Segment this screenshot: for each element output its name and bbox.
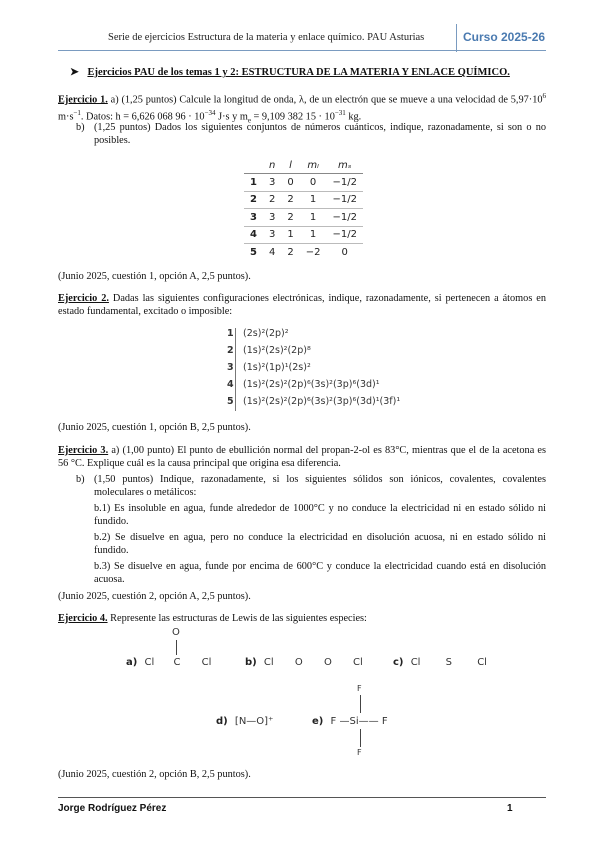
table-cell: 1 xyxy=(300,209,327,227)
footer-rule xyxy=(58,797,546,798)
config-row: 1 (2s)²(2p)² xyxy=(227,328,289,339)
ex4-statement: Ejercicio 4. Represente las estructuras de Lewis de las siguientes especies: xyxy=(58,613,367,624)
ex3-b3: b.3) Se disuelve en agua, funde por encima de 600°C y conduce la electricidad cuando está en disolución acuosa. xyxy=(94,561,546,586)
table-cell: −1/2 xyxy=(326,174,362,192)
table-header: mₗ xyxy=(300,157,327,174)
header-course: Curso 2025-26 xyxy=(463,30,546,44)
lewis-c: c) Cl S Cl xyxy=(393,657,487,668)
ex1-source: (Junio 2025, cuestión 1, opción A, 2,5 puntos). xyxy=(58,271,251,282)
table-cell: 4 xyxy=(263,244,281,261)
table-cell: 3 xyxy=(263,174,281,192)
lewis-a: a) Cl C Cl xyxy=(126,657,212,668)
section-title-row xyxy=(70,66,510,78)
table-cell: 2 xyxy=(281,244,299,261)
table-cell: 2 xyxy=(281,209,299,227)
table-cell: 3 xyxy=(244,209,263,227)
lewis-e-bond-up xyxy=(360,695,361,713)
table-header xyxy=(244,157,263,174)
ex4-source: (Junio 2025, cuestión 2, opción B, 2,5 puntos). xyxy=(58,769,251,780)
table-header: n xyxy=(263,157,281,174)
ex3-b1: b.1) Es insoluble en agua, funde alrededor de 1000°C y no conduce la electricidad ni en estado sólido ni fundido. xyxy=(94,503,546,528)
ex2-label: Ejercicio 2. xyxy=(58,293,109,304)
table-cell: 3 xyxy=(263,209,281,227)
table-cell: 2 xyxy=(263,191,281,209)
ex1-part-a: Ejercicio 1. a) (1,25 puntos) Calcule la longitud de onda, λ, de un electrón que se mueve a una velocidad de $5,97\cdot 10^6$ $m\cdot s^{-1}$. Datos: h = 6,626 068 $96 \cdot 10^{-34}$ J·s y $m_e = 9,109$ 382 $15 \cdot 10^{-31}$ kg. xyxy=(58,92,547,125)
lewis-e: e) F —Si—— F xyxy=(312,716,388,727)
ex2-statement: Ejercicio 2. Dadas las siguientes configuraciones electrónicas, indique, razonadamente, si pertenecen a átomos en estado fundamental, excitado o imposible: xyxy=(58,293,546,318)
table-row xyxy=(244,209,363,227)
header-rule xyxy=(58,50,546,51)
table-cell: −2 xyxy=(300,244,327,261)
config-row: 5 (1s)²(2s)²(2p)⁶(3s)²(3p)⁶(3d)¹(3f)¹ xyxy=(227,396,401,407)
table-cell: 0 xyxy=(326,244,362,261)
ex3-b2: b.2) Se disuelve en agua, pero no conduce la electricidad en disolución acuosa, ni en estado sólido ni fundido. xyxy=(94,532,546,557)
header-title: Serie de ejercicios Estructura de la materia y enlace químico. PAU Asturias xyxy=(108,32,425,43)
quantum-numbers-table-wrap xyxy=(244,157,363,261)
ex3-label: Ejercicio 3. xyxy=(58,445,109,456)
table-cell: 3 xyxy=(263,226,281,244)
table-cell: 4 xyxy=(244,226,263,244)
ex2-source: (Junio 2025, cuestión 1, opción B, 2,5 puntos). xyxy=(58,422,251,433)
ex1-b-label: b) xyxy=(76,122,85,133)
page-number: 1 xyxy=(507,803,513,814)
table-cell: −1/2 xyxy=(326,209,362,227)
lewis-e-bond-down xyxy=(360,729,361,747)
table-cell: 1 xyxy=(281,226,299,244)
ex3-b-text: (1,50 puntos) Indique, razonadamente, si los siguientes sólidos son iónicos, covalentes, covalentes moleculares o metálicos: xyxy=(94,474,546,499)
header-divider xyxy=(456,24,457,52)
table-cell: 1 xyxy=(244,174,263,192)
section-title: Ejercicios PAU de los temas 1 y 2: ESTRUCTURA DE LA MATERIA Y ENLACE QUÍMICO. xyxy=(87,67,510,78)
table-header: mₛ xyxy=(326,157,362,174)
ex3-source: (Junio 2025, cuestión 2, opción A, 2,5 puntos). xyxy=(58,591,251,602)
table-cell: 5 xyxy=(244,244,263,261)
arrow-bullet-icon: ➤ xyxy=(70,67,79,78)
table-cell: 1 xyxy=(300,226,327,244)
ex3-part-a: Ejercicio 3. a) (1,00 punto) El punto de ebullición normal del propan-2-ol es 83°C, mientras que el de la acetona es 56 °C. Explique cuál es la causa principal que origina esa diferencia. xyxy=(58,445,547,470)
lewis-d: d) [N—O]⁺ xyxy=(216,716,274,727)
table-cell: 1 xyxy=(300,191,327,209)
table-cell: −1/2 xyxy=(326,191,362,209)
table-cell: −1/2 xyxy=(326,226,362,244)
ex1-label: Ejercicio 1. xyxy=(58,94,108,106)
table-cell: 0 xyxy=(281,174,299,192)
lewis-e-top: F xyxy=(357,684,362,693)
table-row xyxy=(244,244,363,261)
config-row: 4 (1s)²(2s)²(2p)⁶(3s)²(3p)⁶(3d)¹ xyxy=(227,379,380,390)
lewis-a-bond xyxy=(176,640,177,655)
ex1-b-text: (1,25 puntos) Dados los siguientes conjuntos de números cuánticos, indique, razonadamente, si son o no posibles. xyxy=(94,122,546,147)
quantum-numbers-table xyxy=(244,157,363,261)
table-row xyxy=(244,191,363,209)
table-cell: 2 xyxy=(244,191,263,209)
ex4-label: Ejercicio 4. xyxy=(58,613,108,624)
table-cell: 0 xyxy=(300,174,327,192)
config-row: 2 (1s)²(2s)²(2p)⁸ xyxy=(227,345,311,356)
lewis-a-top-atom: O xyxy=(172,627,180,638)
table-header: l xyxy=(281,157,299,174)
lewis-e-bottom: F xyxy=(357,748,362,757)
table-header-row xyxy=(244,157,363,174)
table-row xyxy=(244,174,363,192)
table-row xyxy=(244,226,363,244)
lewis-b: b) Cl O O Cl xyxy=(245,657,363,668)
config-row: 3 (1s)²(1p)¹(2s)² xyxy=(227,362,311,373)
footer-author: Jorge Rodríguez Pérez xyxy=(58,803,167,814)
ex3-b-label: b) xyxy=(76,474,85,485)
table-cell: 2 xyxy=(281,191,299,209)
